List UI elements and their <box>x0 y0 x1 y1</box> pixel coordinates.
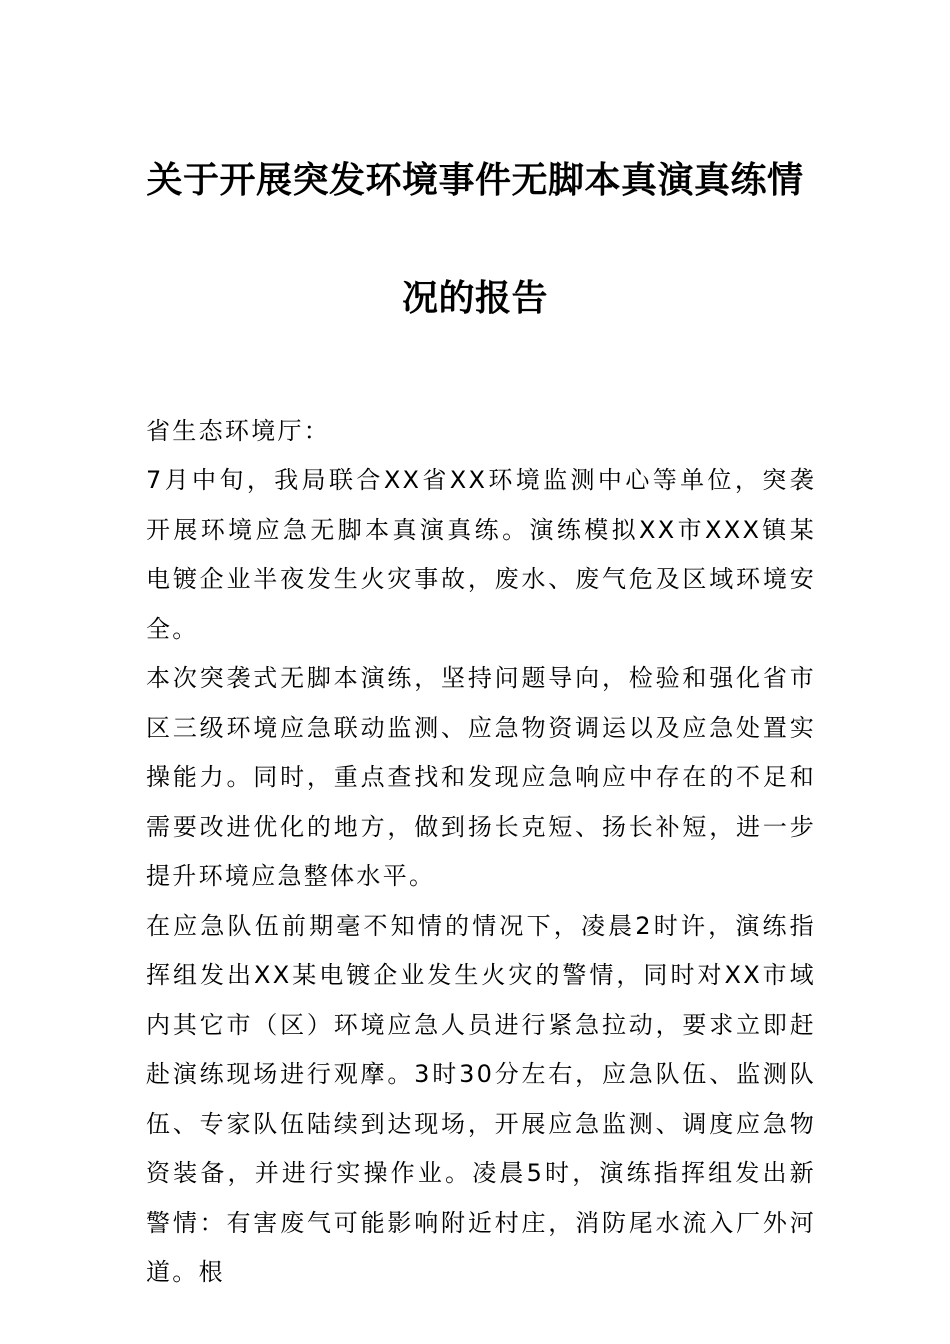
document-body <box>146 456 816 1298</box>
paragraph-2: 本次突袭式无脚本演练，坚持问题导向，检验和强化省市区三级环境应急联动监测、应急物资调运以及应急处置实操能力。同时，重点查找和发现应急响应中存在的不足和需要改进优化的地方，做到扬长克短、扬长补短，进一步提升环境应急整体水平。 <box>146 664 816 890</box>
document-title-line-2: 况的报告 <box>401 277 548 319</box>
salutation: 省生态环境厅： <box>146 417 331 445</box>
paragraph-3: 在应急队伍前期毫不知情的情况下，凌晨2时许，演练指挥组发出XX某电镀企业发生火灾的警情，同时对XX市域内其它市（区）环境应急人员进行紧急拉动，要求立即赶赴演练现场进行观摩。3时30分左右，应急队伍、监测队伍、专家队伍陆续到达现场，开展应急监测、调度应急物资装备，并进行实操作业。凌晨5时，演练指挥组发出新警情：有害废气可能影响附近村庄，消防尾水流入厂外河道。根 <box>146 911 816 1286</box>
document-title-line-1: 关于开展突发环境事件无脚本真演真练情 <box>146 159 804 201</box>
paragraph-1: 7月中旬，我局联合XX省XX环境监测中心等单位，突袭开展环境应急无脚本真演真练。演练模拟XX市XXX镇某电镀企业半夜发生火灾事故，废水、废气危及区域环境安全。 <box>146 466 816 643</box>
